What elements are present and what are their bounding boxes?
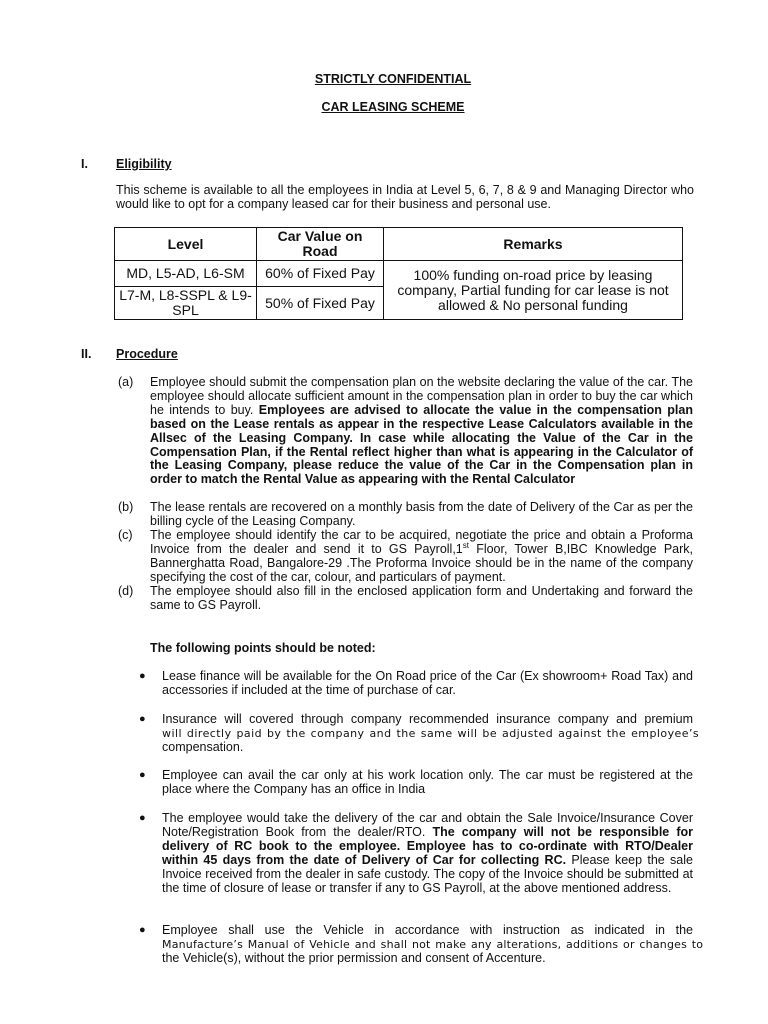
notes-heading: The following points should be noted: bbox=[150, 641, 376, 655]
note-item: Lease finance will be available for the On Road price of the Car (Ex showroom+ Road Tax) and accessories if included at the time of purchase of car. bbox=[162, 669, 693, 697]
bullet-icon: ● bbox=[139, 812, 146, 824]
table-cell-level: L7-M, L8-SSPL & L9-SPL bbox=[115, 287, 257, 320]
table-cell-remarks: 100% funding on-road price by leasing company, Partial funding for car lease is not allowed & No personal funding bbox=[384, 261, 683, 320]
procedure-text: Floor, Tower B,IBC Knowledge Park, Bannerghatta Road, Bangalore-29 .The Proforma Invoice should be in the name of the company specifying the cost of the car, colour, and particulars of payment. bbox=[150, 541, 693, 584]
bullet-icon: ● bbox=[139, 769, 146, 781]
eligibility-table bbox=[114, 227, 683, 320]
confidential-heading: STRICTLY CONFIDENTIAL bbox=[314, 72, 472, 86]
procedure-emphasis: Employees are advised to allocate the value in the compensation plan based on the Lease rentals as appear in the respective Lease Calculators available in the Allsec of the Leasing Company. In case while allocating the Value of the Car in the Compensation Plan, if the Rental reflect higher than what is appearing in the Calculator of the Leasing Company, please reduce the value of the Car in the Compensation plan in order to match the Rental Value as appearing with the Rental Calculator bbox=[150, 402, 693, 487]
bullet-icon: ● bbox=[139, 924, 146, 936]
note-line: the Vehicle(s), without the prior permission and consent of Accenture. bbox=[162, 950, 546, 965]
list-label: (d) bbox=[118, 584, 134, 598]
list-label: (c) bbox=[118, 528, 133, 542]
note-item: Employee can avail the car only at his work location only. The car must be registered at the place where the Company has an office in India bbox=[162, 768, 693, 796]
note-line: Insurance will covered through company recommended insurance company and premium bbox=[162, 712, 693, 726]
procedure-item-a bbox=[150, 376, 693, 487]
note-line: will directly paid by the company and the same will be adjusted against the employee’s bbox=[162, 726, 700, 740]
note-emphasis: The company will not be responsible for delivery of RC book to the employee. Employee has to co-ordinate with RTO/Dealer within 45 days from the date of Delivery of Car for collecting RC. bbox=[162, 824, 693, 867]
procedure-text: Employee should submit the compensation plan on the website declaring the value of the car. The employee should allocate sufficient amount in the compensation plan in order to buy the car which he intends to buy. bbox=[150, 375, 693, 417]
section-heading-eligibility: Eligibility bbox=[116, 157, 172, 171]
note-item bbox=[162, 923, 704, 966]
table-row bbox=[115, 261, 683, 287]
note-text: Please keep the sale Invoice received from the dealer in safe custody. The copy of the Invoice should be submitted at the time of closure of lease or transfer if any to GS Payroll, at the above mentioned address. bbox=[162, 852, 693, 895]
note-line: Manufacture’s Manual of Vehicle and shall not make any alterations, additions or changes to bbox=[162, 937, 704, 951]
table-header-row bbox=[115, 228, 683, 261]
scheme-title: CAR LEASING SCHEME bbox=[321, 100, 465, 114]
procedure-item-c bbox=[150, 529, 693, 585]
table-cell-level: MD, L5-AD, L6-SM bbox=[115, 261, 257, 287]
procedure-item-b: The lease rentals are recovered on a monthly basis from the date of Delivery of the Car as per the billing cycle of the Leasing Company. bbox=[150, 500, 693, 528]
table-cell-value: 50% of Fixed Pay bbox=[257, 287, 384, 320]
note-line: Employee shall use the Vehicle in accordance with instruction as indicated in the bbox=[162, 923, 693, 937]
list-label: (a) bbox=[118, 375, 134, 389]
bullet-icon: ● bbox=[139, 670, 146, 682]
section-number: I. bbox=[81, 157, 88, 171]
procedure-text: The employee should identify the car to be acquired, negotiate the price and obtain a Proforma Invoice from the dealer and send it to GS Payroll,1 bbox=[150, 528, 693, 556]
section-heading-procedure: Procedure bbox=[116, 347, 178, 361]
table-header-cell: Remarks bbox=[384, 228, 683, 261]
bullet-icon: ● bbox=[139, 713, 146, 725]
note-line: compensation. bbox=[162, 739, 244, 754]
table-header-cell: Level bbox=[115, 228, 257, 261]
section-number: II. bbox=[81, 347, 92, 361]
list-label: (b) bbox=[118, 500, 134, 514]
procedure-item-d: The employee should also fill in the enclosed application form and Undertaking and forward the same to GS Payroll. bbox=[150, 584, 693, 612]
superscript: st bbox=[462, 540, 469, 550]
eligibility-intro: This scheme is available to all the employees in India at Level 5, 6, 7, 8 & 9 and Managing Director who would like to opt for a company leased car for their business and personal use. bbox=[116, 183, 694, 211]
note-text: The employee would take the delivery of the car and obtain the Sale Invoice/Insurance Cover Note/Registration Book from the dealer/RTO. bbox=[162, 811, 693, 839]
table-cell-value: 60% of Fixed Pay bbox=[257, 261, 384, 287]
note-item bbox=[162, 812, 693, 895]
table-header-cell: Car Value on Road bbox=[257, 228, 384, 261]
note-item bbox=[162, 712, 700, 755]
